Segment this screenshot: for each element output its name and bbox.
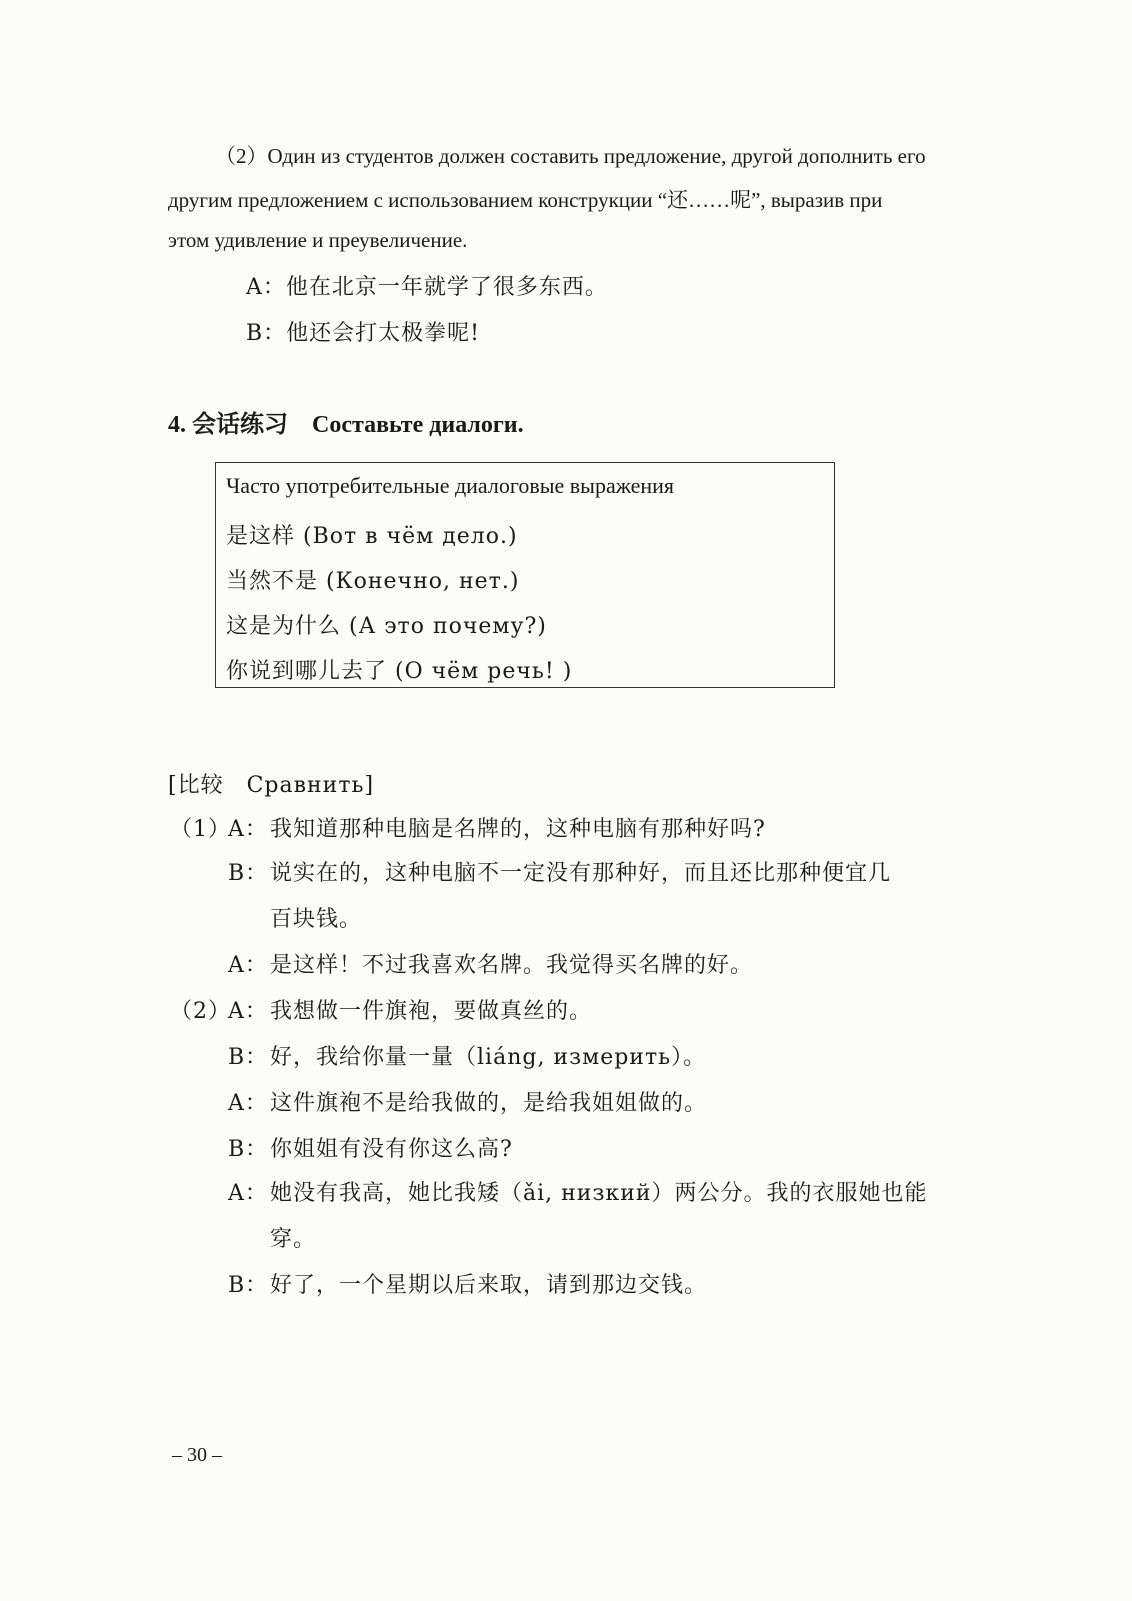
dialog-text: 是这样！不过我喜欢名牌。我觉得买名牌的好。 [270,953,754,978]
dialog-speaker: A： [228,953,268,978]
expression-item: 这是为什么 (А это почему?) [226,614,547,639]
dialog-speaker: B： [228,1273,269,1298]
dialog-1-number: （1） [170,817,231,842]
dialog-line [228,1086,707,1117]
expressions-box [215,462,835,688]
expression-item: 是这样 (Вот в чём дело.) [226,524,518,549]
exercise-instruction-line-2: другим предложением с использованием конструкции “还……呢”, выразив при [168,188,883,212]
dialog-text: 她没有我高，她比我矮（ǎi, низкий）两公分。我的衣服她也能 [270,1181,928,1206]
example-speaker-b: B： [246,321,287,346]
dialog-text: 说实在的，这种电脑不一定没有那种好，而且还比那种便宜几 [270,861,892,886]
dialog-speaker: B： [228,1045,269,1070]
dialog-text: 这件旗袍不是给我做的，是给我姐姐做的。 [270,1091,708,1116]
example-text-b: 他还会打太极拳呢! [286,321,481,346]
dialog-speaker: A： [228,817,268,842]
dialog-text: 我想做一件旗袍，要做真丝的。 [270,999,593,1024]
example-speaker-a: A： [246,275,286,300]
dialog-text: 好了，一个星期以后来取，请到那边交钱。 [270,1273,708,1298]
dialog-line [228,1040,706,1071]
exercise-instruction-line-1: （2）Один из студентов должен составить предложение, другой дополнить его [215,144,926,168]
example-line-a [246,270,608,301]
dialog-line [228,812,766,843]
dialog-speaker: B： [228,861,269,886]
dialog-text: 好，我给你量一量（liáng, измерить）。 [270,1045,707,1070]
example-text-a: 他在北京一年就学了很多东西。 [285,275,608,300]
compare-header: [比较 Сравнить] [168,773,375,798]
dialog-line [228,1268,707,1299]
exercise-instruction-line-3: этом удивление и преувеличение. [168,228,468,252]
dialog-text: 我知道那种电脑是名牌的，这种电脑有那种好吗? [270,817,766,842]
example-line-b [246,316,480,347]
dialog-speaker: A： [228,999,268,1024]
dialog-line [228,994,592,1025]
dialog-line [228,1132,513,1163]
dialog-line-continuation: 百块钱。 [270,907,363,932]
dialog-speaker: A： [228,1181,268,1206]
dialog-line [228,856,891,887]
expression-item: 当然不是 (Конечно, нет.) [226,569,520,594]
dialog-speaker: A： [228,1091,268,1116]
dialog-speaker: B： [228,1137,269,1162]
expression-item: 你说到哪儿去了 (О чём речь! ) [226,659,573,684]
dialog-line-continuation: 穿。 [270,1227,317,1252]
dialog-text: 你姐姐有没有你这么高? [270,1137,513,1162]
dialog-2-number: （2） [170,999,231,1024]
dialog-line [228,1176,928,1207]
expressions-box-title: Часто употребительные диалоговые выражения [226,473,675,498]
dialog-line [228,948,753,979]
section-heading: 4. 会话练习 Составьте диалоги. [168,412,524,438]
page-number: – 30 – [172,1444,222,1466]
